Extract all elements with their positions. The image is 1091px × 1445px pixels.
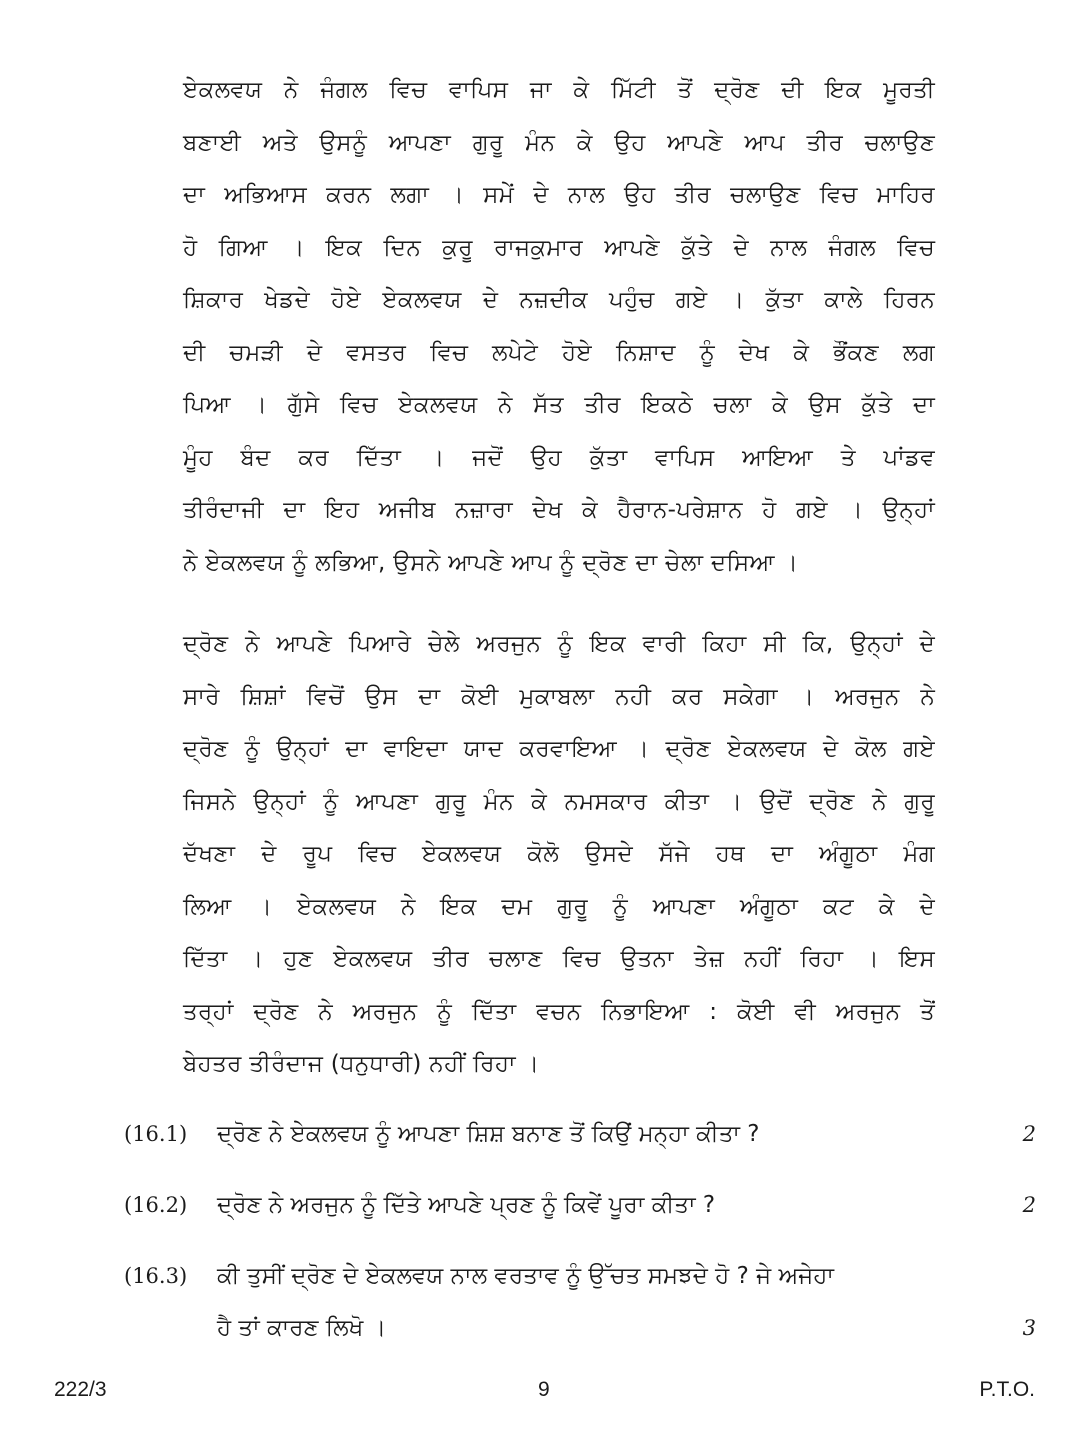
please-turn-over: P.T.O. [979,1378,1035,1401]
passage-line: ਤਰ੍ਹਾਂ ਦ੍ਰੋਣ ਨੇ ਅਰਜੁਨ ਨੂੰ ਦਿੱਤਾ ਵਚਨ ਨਿਭਾਇਆ : ਕੋਈ ਵੀ ਅਰਜੁਨ ਤੋਂ [183,998,935,1025]
passage-line: ਏਕਲਵਯ ਨੇ ਜੰਗਲ ਵਿਚ ਵਾਪਿਸ ਜਾ ਕੇ ਮਿੱਟੀ ਤੋਂ ਦ੍ਰੋਣ ਦੀ ਇਕ ਮੂਰਤੀ [183,77,935,103]
passage-paragraph-1 [183,64,935,589]
question-number: (16.2) [124,1193,188,1217]
passage-line: ਲਿਆ । ਏਕਲਵਯ ਨੇ ਇਕ ਦਮ ਗੁਰੂ ਨੂੰ ਆਪਣਾ ਅੰਗੂਠਾ ਕਟ ਕੇ ਦੇ [183,893,935,920]
passage-paragraph-2 [183,618,935,1091]
passage-line: ਦੱਖਣਾ ਦੇ ਰੂਪ ਵਿਚ ਏਕਲਵਯ ਕੋਲੋ ਉਸਦੇ ਸੱਜੇ ਹਥ ਦਾ ਅੰਗੂਠਾ ਮੰਗ [183,841,935,867]
paper-code: 222/3 [54,1378,107,1401]
question-line: ਹੈ ਤਾਂ ਕਾਰਣ ਲਿਖੋ । [217,1315,387,1341]
question-text [217,1108,957,1160]
passage-line: ਨੇ ਏਕਲਵਯ ਨੂੰ ਲਭਿਆ, ਉਸਨੇ ਆਪਣੇ ਆਪ ਨੂੰ ਦ੍ਰੋਣ ਦਾ ਚੇਲਾ ਦਸਿਆ । [183,549,799,576]
question-number: (16.1) [124,1122,188,1146]
passage-line: ਦਿੱਤਾ । ਹੁਣ ਏਕਲਵਯ ਤੀਰ ਚਲਾਣ ਵਿਚ ਉਤਨਾ ਤੇਜ਼ ਨਹੀਂ ਰਿਹਾ । ਇਸ [183,946,935,972]
question-text [217,1250,957,1354]
question-marks: 2 [1022,1193,1036,1217]
passage-line: ਦ੍ਰੋਣ ਨੂੰ ਉਨ੍ਹਾਂ ਦਾ ਵਾਇਦਾ ਯਾਦ ਕਰਵਾਇਆ । ਦ੍ਰੋਣ ਏਕਲਵਯ ਦੇ ਕੋਲ ਗਏ [183,736,935,762]
passage-line: ਸਾਰੇ ਸ਼ਿਸ਼ਾਂ ਵਿਚੋਂ ਉਸ ਦਾ ਕੋਈ ਮੁਕਾਬਲਾ ਨਹੀ ਕਰ ਸਕੇਗਾ । ਅਰਜੁਨ ਨੇ [183,683,935,710]
passage-line: ਬਣਾਈ ਅਤੇ ਉਸਨੂੰ ਆਪਣਾ ਗੁਰੂ ਮੰਨ ਕੇ ਉਹ ਆਪਣੇ ਆਪ ਤੀਰ ਚਲਾਉਣ [183,129,935,156]
passage-line: ਪਿਆ । ਗੁੱਸੇ ਵਿਚ ਏਕਲਵਯ ਨੇ ਸੱਤ ਤੀਰ ਇਕਠੇ ਚਲਾ ਕੇ ਉਸ ਕੁੱਤੇ ਦਾ [183,392,935,418]
passage-line: ਦੀ ਚਮੜੀ ਦੇ ਵਸਤਰ ਵਿਚ ਲਪੇਟੇ ਹੋਏ ਨਿਸ਼ਾਦ ਨੂੰ ਦੇਖ ਕੇ ਭੌਂਕਣ ਲਗ [183,339,935,366]
question-marks: 3 [1022,1316,1036,1340]
question-number: (16.3) [124,1264,188,1288]
question-marks: 2 [1022,1122,1036,1146]
passage-line: ਹੋ ਗਿਆ । ਇਕ ਦਿਨ ਕੁਰੂ ਰਾਜਕੁਮਾਰ ਆਪਣੇ ਕੁੱਤੇ ਦੇ ਨਾਲ ਜੰਗਲ ਵਿਚ [183,234,935,261]
passage-line: ਮੂੰਹ ਬੰਦ ਕਰ ਦਿੱਤਾ । ਜਦੋਂ ਉਹ ਕੁੱਤਾ ਵਾਪਿਸ ਆਇਆ ਤੇ ਪਾਂਡਵ [183,444,935,471]
passage-line: ਤੀਰੰਦਾਜੀ ਦਾ ਇਹ ਅਜੀਬ ਨਜ਼ਾਰਾ ਦੇਖ ਕੇ ਹੈਰਾਨ-ਪਰੇਸ਼ਾਨ ਹੋ ਗਏ । ਉਨ੍ਹਾਂ [183,497,935,523]
passage-line: ਬੇਹਤਰ ਤੀਰੰਦਾਜ (ਧਨੁਧਾਰੀ) ਨਹੀਂ ਰਿਹਾ । [183,1051,540,1077]
page-number: 9 [538,1378,550,1401]
question-text [217,1179,957,1231]
passage-line: ਦਾ ਅਭਿਆਸ ਕਰਨ ਲਗਾ । ਸਮੇਂ ਦੇ ਨਾਲ ਉਹ ਤੀਰ ਚਲਾਉਣ ਵਿਚ ਮਾਹਿਰ [183,182,935,208]
question-line: ਦ੍ਰੋਣ ਨੇ ਏਕਲਵਯ ਨੂੰ ਆਪਣਾ ਸ਼ਿਸ਼ ਬਨਾਣ ਤੋਂ ਕਿਉਂ ਮਨ੍ਹਾ ਕੀਤਾ ? [217,1121,760,1147]
passage-line: ਜਿਸਨੇ ਉਨ੍ਹਾਂ ਨੂੰ ਆਪਣਾ ਗੁਰੂ ਮੰਨ ਕੇ ਨਮਸਕਾਰ ਕੀਤਾ । ਉਦੋਂ ਦ੍ਰੋਣ ਨੇ ਗੁਰੂ [183,788,935,815]
passage-line: ਸ਼ਿਕਾਰ ਖੇਡਦੇ ਹੋਏ ਏਕਲਵਯ ਦੇ ਨਜ਼ਦੀਕ ਪਹੁੰਚ ਗਏ । ਕੁੱਤਾ ਕਾਲੇ ਹਿਰਨ [183,287,935,313]
question-line: ਦ੍ਰੋਣ ਨੇ ਅਰਜੁਨ ਨੂੰ ਦਿੱਤੇ ਆਪਣੇ ਪ੍ਰਣ ਨੂੰ ਕਿਵੇਂ ਪੂਰਾ ਕੀਤਾ ? [217,1192,716,1218]
passage-line: ਦ੍ਰੋਣ ਨੇ ਆਪਣੇ ਪਿਆਰੇ ਚੇਲੇ ਅਰਜੁਨ ਨੂੰ ਇਕ ਵਾਰੀ ਕਿਹਾ ਸੀ ਕਿ, ਉਨ੍ਹਾਂ ਦੇ [183,631,935,657]
question-line: ਕੀ ਤੁਸੀਂ ਦ੍ਰੋਣ ਦੇ ਏਕਲਵਯ ਨਾਲ ਵਰਤਾਵ ਨੂੰ ਉੱਚਤ ਸਮਝਦੇ ਹੋ ? ਜੇ ਅਜੇਹਾ [217,1263,834,1289]
